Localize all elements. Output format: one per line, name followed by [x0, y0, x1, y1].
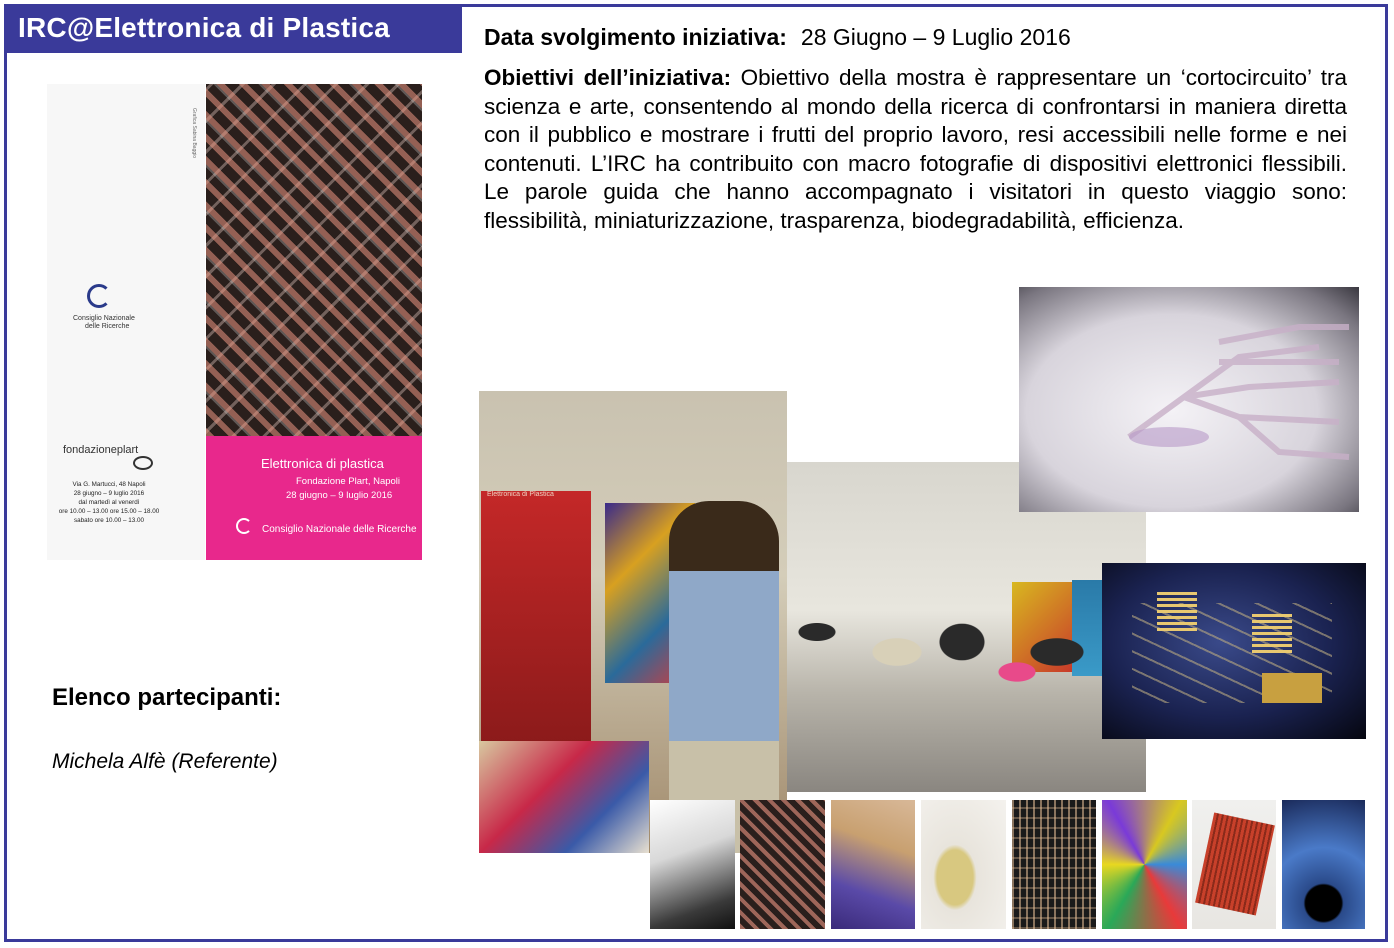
- objectives-label: Obiettivi dell’iniziativa:: [484, 65, 732, 90]
- title-banner: [4, 4, 462, 53]
- plart-info-line: 28 giugno – 9 luglio 2016: [73, 490, 145, 497]
- plart-logo-text: fondazioneplart: [63, 444, 139, 456]
- poster-credit: Grafica Sabina Baggio: [191, 108, 197, 159]
- poster-banner: [206, 436, 422, 560]
- date-line: [484, 24, 1071, 51]
- thumbnail-photo: [1012, 800, 1096, 929]
- display-case: [479, 741, 649, 853]
- page-title: IRC@Elettronica di Plastica: [18, 12, 390, 43]
- cnr-logo-icon: [87, 284, 111, 308]
- thumbnail-photo: [831, 800, 915, 929]
- poster-banner-org: Consiglio Nazionale delle Ricerche: [262, 524, 417, 535]
- poster-right-panel: [206, 84, 422, 560]
- objectives-paragraph: [484, 64, 1347, 235]
- gold-pads: [1262, 673, 1322, 703]
- thumbnail-photo: [740, 800, 825, 929]
- plart-info-line: ore 10.00 – 13.00 ore 15.00 – 18.00: [58, 508, 160, 515]
- plart-info: [49, 480, 169, 525]
- exhibit-photo-visitor: [479, 391, 787, 853]
- participants-heading: Elenco partecipanti:: [52, 684, 282, 711]
- poster-circuit-photo: [206, 84, 422, 436]
- thumbnail-photo: [650, 800, 735, 929]
- cnr-name-line2: delle Ricerche: [85, 323, 130, 330]
- plart-swirl-icon: [133, 456, 153, 470]
- date-label: Data svolgimento iniziativa:: [484, 24, 787, 50]
- poster-left-panel: [47, 84, 205, 560]
- poster-banner-title: Elettronica di plastica: [261, 456, 384, 471]
- micro-photo-gold-circuit: [1102, 563, 1366, 739]
- thumbnail-photo: [921, 800, 1006, 929]
- exhibit-red-panel: [481, 491, 591, 751]
- visitors-crowd: [787, 592, 1146, 792]
- circuit-board: [1195, 813, 1275, 916]
- thumbnail-photo: [1192, 800, 1276, 929]
- cnr-mini-logo-icon: [236, 518, 252, 534]
- plart-info-line: sabato ore 10.00 – 13.00: [73, 517, 145, 524]
- thumbnail-photo: [1102, 800, 1187, 929]
- exhibit-panel-title: Elettronica di Plastica: [487, 491, 554, 498]
- participant-item: Michela Alfè (Referente): [52, 750, 278, 773]
- micro-photo-transparent-circuit: [1019, 287, 1359, 512]
- plart-info-line: dal martedì al venerdì: [78, 499, 140, 506]
- date-value: 28 Giugno – 9 Luglio 2016: [800, 24, 1071, 50]
- objectives-text: Obiettivo della mostra è rappresentare un ‘cortocircuito’ tra scienza e arte, consentendo al mondo della ricerca di confrontarsi in maniera diretta con il pubblico e mostrare i frutti del proprio lavoro, resi accessibili nelle forme e nei contenuti. L’IRC ha contribuito con macro fotografie di dispositivi elettronici flessibili. Le parole guida che hanno accompagnato i visitatori in questo viaggio sono: flessibilità, miniaturizzazione, trasparenza, biodegradabilità, efficienza.: [484, 65, 1347, 233]
- poster-banner-dates: 28 giugno – 9 luglio 2016: [286, 490, 393, 501]
- poster-banner-venue: Fondazione Plart, Napoli: [296, 476, 401, 487]
- gold-pads: [1252, 613, 1292, 653]
- plart-info-line: Via G. Martucci, 48 Napoli: [72, 481, 146, 488]
- gold-pads: [1157, 591, 1197, 631]
- thumbnail-photo: [1282, 800, 1365, 929]
- cnr-name-line1: Consiglio Nazionale: [73, 315, 135, 322]
- circuit-traces: [1019, 287, 1359, 512]
